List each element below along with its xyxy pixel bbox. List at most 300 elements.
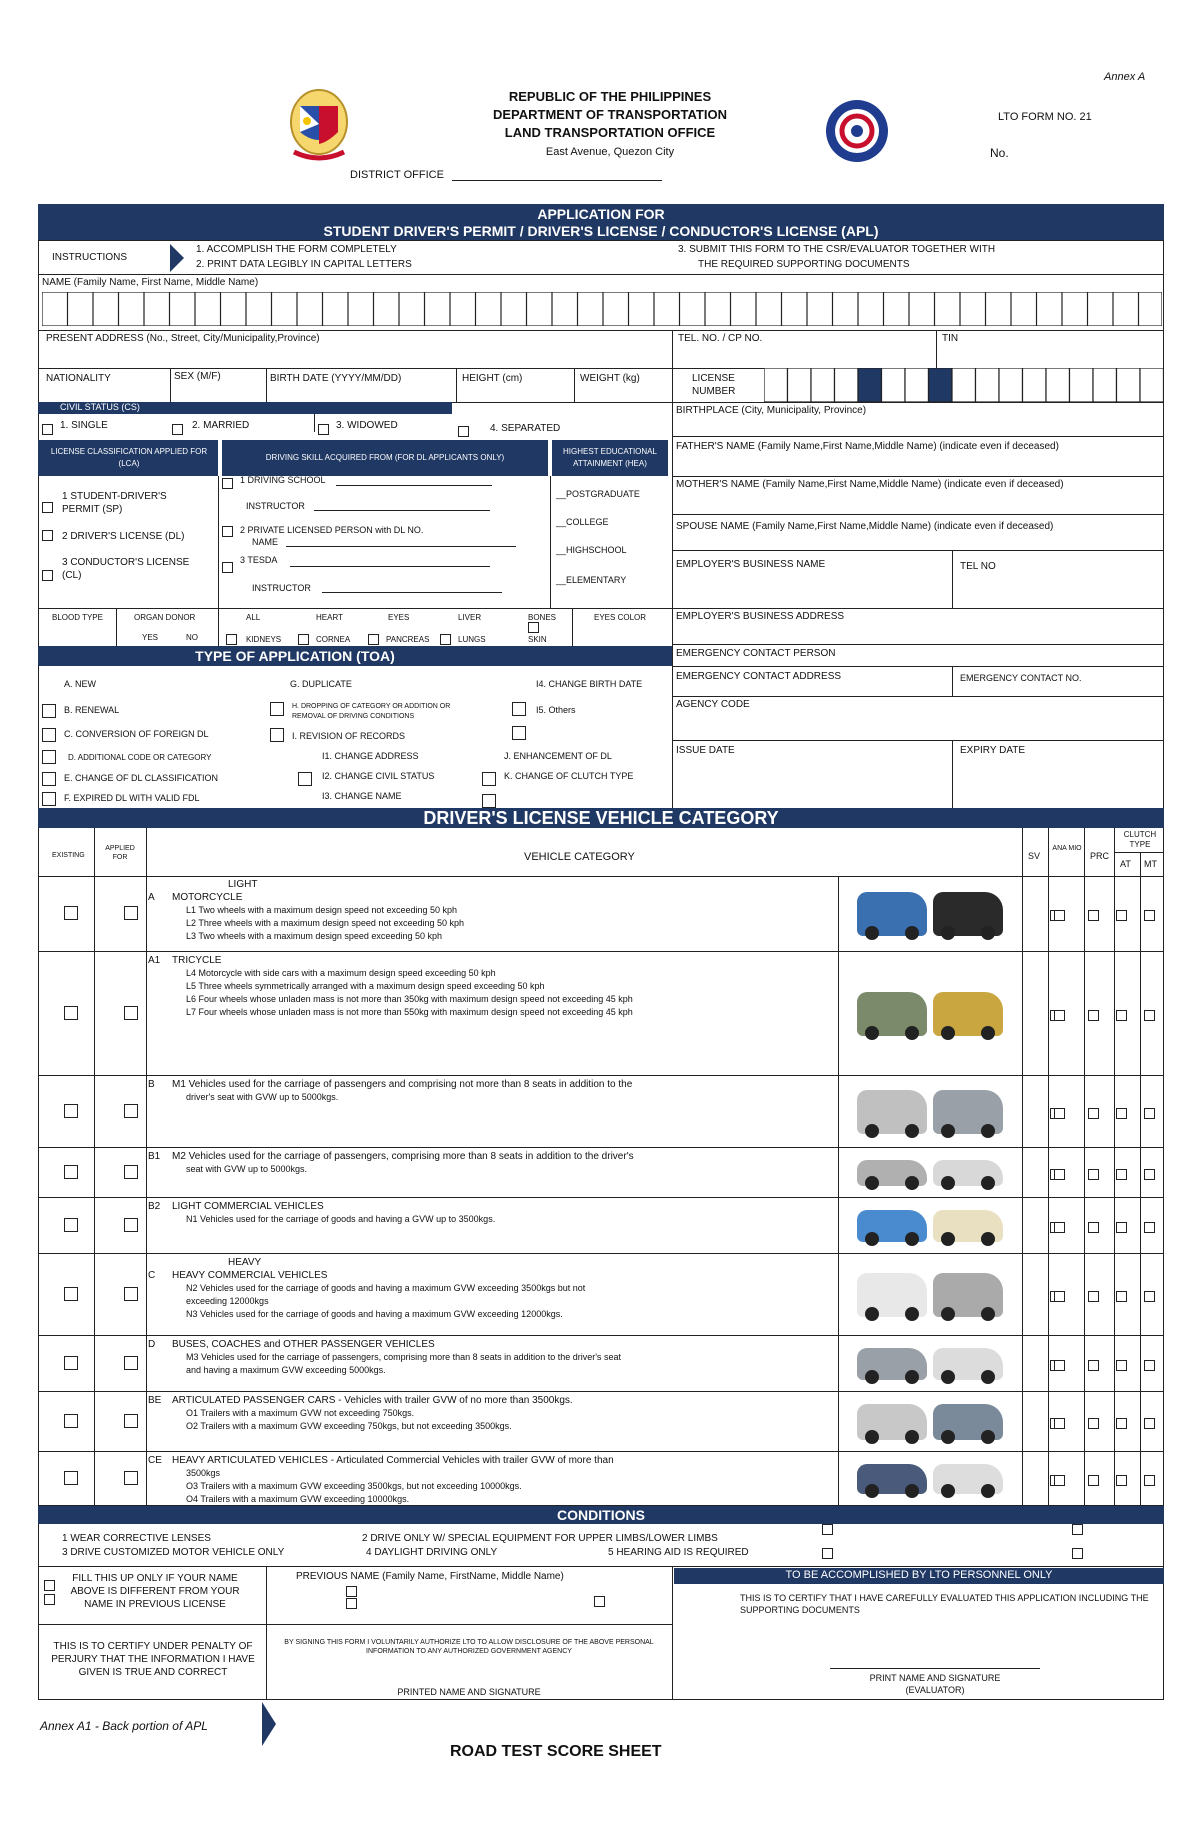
clutch-checkbox[interactable] [1144,1360,1155,1371]
lto-only-header: TO BE ACCOMPLISHED BY LTO PERSONNEL ONLY [785,1569,1053,1581]
category-code: A1 [148,955,161,966]
condition-5: 5 HEARING AID IS REQUIRED [608,1547,749,1558]
category-line: seat with GVW up to 5000kgs. [186,1164,308,1174]
wheel-icon [905,1232,919,1246]
prc-checkbox[interactable] [1088,1418,1099,1429]
organ-bones: BONES [528,613,557,622]
hea-postgrad: POSTGRADUATE [566,489,640,499]
category-head: LIGHT [228,879,258,890]
nationality-label: NATIONALITY [46,373,111,384]
dsa-name-label: NAME [252,537,279,547]
ka-checkbox[interactable] [1054,1418,1065,1429]
prev-box-3[interactable] [594,1596,605,1607]
toa-dropping-checkbox[interactable] [270,702,284,716]
printed-name-label: PRINTED NAME AND SIGNATURE [397,1687,541,1697]
category-line: driver's seat with GVW up to 5000kgs. [186,1092,339,1102]
lca-label: LICENSE CLASSIFICATION APPLIED FOR (LCA) [50,447,208,468]
single-label: 1. SINGLE [60,420,108,431]
existing-checkbox[interactable] [64,1165,78,1179]
applied-checkbox[interactable] [124,1414,138,1428]
vehicle-image [848,1344,1012,1384]
clutch-checkbox[interactable] [1144,1108,1155,1119]
condition-4: 4 DAYLIGHT DRIVING ONLY [366,1547,498,1558]
annex-a1-label: Annex A1 - Back portion of APL [40,1719,208,1733]
fill-checkbox-2[interactable] [44,1594,55,1605]
evaluator-certify: THIS IS TO CERTIFY THAT I HAVE CAREFULLY EVALUATED THIS APPLICATION INCLUDING THE SUPPORTING DOCUMENTS [740,1593,1149,1615]
wheel-icon [865,1124,879,1138]
dept-title: DEPARTMENT OF TRANSPORTATION [493,107,727,122]
category-code: C [148,1270,156,1281]
wheel-icon [941,1124,955,1138]
wheel-icon [865,1430,879,1444]
ka-checkbox[interactable] [1054,1360,1065,1371]
vehicle-icon [933,1210,1003,1242]
applied-header: APPLIED FOR [105,845,135,861]
prc-checkbox[interactable] [1088,1222,1099,1233]
category-line: L4 Motorcycle with side cars with a maximum design speed exceeding 50 kph [186,968,496,978]
category-line: N2 Vehicles used for the carriage of goods and having a maximum GVW exceeding 3500kgs but not [186,1283,586,1293]
toa-k2-checkbox[interactable] [482,794,496,808]
ka-checkbox[interactable] [1054,1475,1065,1486]
category-name: M2 Vehicles used for the carriage of passengers, comprising more than 8 seats in addition to the driver's [172,1151,634,1162]
vehicle-icon [857,1090,927,1134]
vehicle-image [848,1084,1012,1140]
vehicle-icon [933,1348,1003,1380]
eye-color-label: EYES COLOR [594,613,647,622]
wheel-icon [865,1370,879,1384]
category-line: and having a maximum GVW exceeding 5000kgs. [186,1365,386,1375]
name-label: NAME (Family Name, First Name, Middle Name) [42,277,259,288]
toa-conversion-checkbox[interactable] [42,728,56,742]
organ-kidneys: KIDNEYS [246,635,282,644]
toa-duplicate: G. DUPLICATE [290,679,352,689]
emergency-person-label: EMERGENCY CONTACT PERSON [676,648,836,659]
wheel-icon [905,1307,919,1321]
prc-checkbox[interactable] [1088,910,1099,921]
clutch-checkbox[interactable] [1116,1010,1127,1021]
applied-checkbox[interactable] [124,1165,138,1179]
wheel-icon [981,1484,995,1498]
lca-sp-label: 1 STUDENT-DRIVER'S PERMIT (SP) [62,491,167,515]
existing-header: EXISTING [52,852,85,859]
toa-revision-checkbox[interactable] [270,728,284,742]
category-line: O1 Trailers with a maximum GVW not exceeding 750kgs. [186,1408,415,1418]
toa-renewal-checkbox[interactable] [42,704,56,718]
existing-checkbox[interactable] [64,1414,78,1428]
clutch-checkbox[interactable] [1116,1222,1127,1233]
bones-checkbox[interactable] [528,622,539,633]
ka-header: ANA MIO [1052,845,1082,852]
toa-dropping: H. DROPPING OF CATEGORY OR ADDITION OR REMOVAL OF DRIVING CONDITIONS [292,703,451,720]
toa-change-address: I1. CHANGE ADDRESS [322,751,419,761]
title-line2: STUDENT DRIVER'S PERMIT / DRIVER'S LICENSE / CONDUCTOR'S LICENSE (APL) [323,223,879,239]
category-line: 3500kgs [186,1468,221,1478]
clutch-checkbox[interactable] [1144,1010,1155,1021]
toa-change-class: E. CHANGE OF DL CLASSIFICATION [64,773,219,783]
toa-additional: D. ADDITIONAL CODE OR CATEGORY [68,753,212,762]
vehicle-icon [857,1273,927,1317]
widowed-checkbox[interactable] [318,424,329,435]
issue-date-label: ISSUE DATE [676,745,735,756]
vehicle-image [848,1262,1012,1328]
road-test-title: ROAD TEST SCORE SHEET [450,1743,662,1760]
name-input-grid[interactable] [42,292,1162,326]
vehicle-icon [857,1210,927,1242]
separated-checkbox[interactable] [458,426,469,437]
clutch-checkbox[interactable] [1144,1475,1155,1486]
clutch-checkbox[interactable] [1144,1222,1155,1233]
hea-elementary: ELEMENTARY [566,575,627,585]
wheel-icon [941,1307,955,1321]
category-line: L6 Four wheels whose unladen mass is not more than 350kg with maximum design speed not exceeding 45 kph [186,994,633,1004]
lca-dl-checkbox[interactable] [42,530,53,541]
wheel-icon [865,1176,879,1190]
category-line: L7 Four wheels whose unladen mass is not more than 550kg with maximum design speed not exceeding 45 kph [186,1007,633,1017]
toa-clutch-checkbox[interactable] [482,772,496,786]
expiry-date-label: EXPIRY DATE [960,745,1026,756]
prc-checkbox[interactable] [1088,1108,1099,1119]
prc-checkbox[interactable] [1088,1291,1099,1302]
existing-checkbox[interactable] [64,1218,78,1232]
district-label: DISTRICT OFFICE [350,169,444,181]
conditions-title: CONDITIONS [557,1507,645,1523]
philippine-seal-logo [286,84,352,164]
organ-liver: LIVER [458,613,482,622]
republic-title: REPUBLIC OF THE PHILIPPINES [508,89,712,104]
dsa-tesda-checkbox[interactable] [222,562,233,573]
category-name: LIGHT COMMERCIAL VEHICLES [172,1201,324,1212]
married-label: 2. MARRIED [192,420,250,431]
emergency-no-label: EMERGENCY CONTACT NO. [960,673,1082,683]
applied-checkbox[interactable] [124,1218,138,1232]
annex-label: Annex A [1104,71,1146,83]
clutch-checkbox[interactable] [1116,910,1127,921]
applied-checkbox[interactable] [124,1006,138,1020]
clutch-checkbox[interactable] [1144,1169,1155,1180]
clutch-checkbox[interactable] [1116,1360,1127,1371]
ka-checkbox[interactable] [1054,1222,1065,1233]
category-name: BUSES, COACHES and OTHER PASSENGER VEHICLES [172,1339,435,1350]
existing-checkbox[interactable] [64,1356,78,1370]
applied-checkbox[interactable] [124,1471,138,1485]
dsa-label: DRIVING SKILL ACQUIRED FROM (FOR DL APPLICANTS ONLY) [265,453,505,462]
pancreas-checkbox[interactable] [368,634,379,645]
license-number-grid[interactable] [764,368,1164,402]
perjury-statement: THIS IS TO CERTIFY UNDER PENALTY OF PERJURY THAT THE INFORMATION I HAVE GIVEN IS TRUE AND CORRECT [51,1641,255,1678]
wheel-icon [941,926,955,940]
toa-others: I5. Others [536,705,576,715]
birthplace-label: BIRTHPLACE (City, Municipality, Province) [676,405,867,416]
category-code: BE [148,1395,162,1406]
instruction-1: 1. ACCOMPLISH THE FORM COMPLETELY [196,244,397,255]
category-name: ARTICULATED PASSENGER CARS - Vehicles with trailer GVW of no more than 3500kgs. [172,1395,573,1406]
vehicle-image [848,1460,1012,1498]
category-code: CE [148,1455,162,1466]
fill-checkbox-1[interactable] [44,1580,55,1591]
vehicle-icon [857,1464,927,1494]
office-title: LAND TRANSPORTATION OFFICE [504,125,716,140]
birthdate-label: BIRTH DATE (YYYY/MM/DD) [270,373,402,384]
category-line: N3 Vehicles used for the carriage of goods and having a maximum GVW exceeding 12000kgs. [186,1309,563,1319]
organ-eyes: EYES [388,613,410,622]
back-arrow-icon [262,1702,276,1746]
lto-seal-logo [824,98,890,164]
wheel-icon [981,1124,995,1138]
existing-checkbox[interactable] [64,1287,78,1301]
category-name: TRICYCLE [172,955,222,966]
vehicle-image [848,884,1012,944]
ka-checkbox[interactable] [1054,1010,1065,1021]
height-label: HEIGHT (cm) [462,373,523,384]
vehicle-icon [857,1160,927,1186]
prev-box-2[interactable] [346,1598,357,1609]
category-line: exceeding 12000kgs [186,1296,269,1306]
toa-change-clutch: K. CHANGE OF CLUTCH TYPE [504,771,634,781]
toa-blank-checkbox[interactable] [512,726,526,740]
category-line: L2 Three wheels with a maximum design speed not exceeding 50 kph [186,918,464,928]
category-line: O2 Trailers with a maximum GVW exceeding 750kgs, but not exceeding 3500kgs. [186,1421,512,1431]
organ-no: NO [186,633,198,642]
instruction-3b: THE REQUIRED SUPPORTING DOCUMENTS [698,259,910,270]
sex-label: SEX (M/F) [174,371,221,382]
tin-label: TIN [942,333,959,344]
existing-checkbox[interactable] [64,906,78,920]
dsa-school-label: 1 DRIVING SCHOOL [240,475,326,485]
prc-checkbox[interactable] [1088,1360,1099,1371]
print-name-eval: PRINT NAME AND SIGNATURE [869,1673,1001,1683]
existing-checkbox[interactable] [64,1006,78,1020]
clutch-checkbox[interactable] [1116,1291,1127,1302]
category-name: HEAVY COMMERCIAL VEHICLES [172,1270,328,1281]
vehicle-icon [933,1273,1003,1317]
organ-yes: YES [142,633,159,642]
employer-address-label: EMPLOYER'S BUSINESS ADDRESS [676,611,845,622]
condition-2: 2 DRIVE ONLY W/ SPECIAL EQUIPMENT FOR UPPER LIMBS/LOWER LIMBS [362,1533,718,1544]
instruction-2: 2. PRINT DATA LEGIBLY IN CAPITAL LETTERS [196,259,412,270]
vehicle-icon [933,1404,1003,1440]
form-number: LTO FORM NO. 21 [998,111,1092,123]
mother-label: MOTHER'S NAME (Family Name,First Name,Middle Name) (indicate even if deceased) [676,479,1064,490]
vehicle-icon [933,1464,1003,1494]
category-line: L5 Three wheels symmetrically arranged with a maximum design speed exceeding 50 kph [186,981,545,991]
wheel-icon [941,1484,955,1498]
vehicle-icon [933,1090,1003,1134]
hea-label: HIGHEST EDUCATIONAL ATTAINMENT (HEA) [563,447,657,468]
condition-box-4[interactable] [1072,1548,1083,1559]
organ-heart: HEART [316,613,343,622]
tel-no-label: TEL NO [960,561,996,572]
toa-civil-checkbox[interactable] [298,772,312,786]
prc-checkbox[interactable] [1088,1169,1099,1180]
wheel-icon [981,1232,995,1246]
vehicle-image [848,1400,1012,1444]
wheel-icon [865,1307,879,1321]
lca-cl-label: 3 CONDUCTOR'S LICENSE (CL) [62,557,190,581]
toa-title: TYPE OF APPLICATION (TOA) [195,648,395,664]
category-code: B1 [148,1151,161,1162]
applied-checkbox[interactable] [124,1356,138,1370]
organ-cornea: CORNEA [316,635,351,644]
clutch-checkbox[interactable] [1116,1475,1127,1486]
hea-highschool: HIGHSCHOOL [566,545,627,555]
vehicle-icon [857,892,927,936]
wheel-icon [981,1370,995,1384]
spouse-label: SPOUSE NAME (Family Name,First Name,Middle Name) (indicate even if deceased) [676,521,1054,532]
condition-3: 3 DRIVE CUSTOMIZED MOTOR VEHICLE ONLY [62,1547,285,1558]
wheel-icon [905,1124,919,1138]
dsa-instructor-label: INSTRUCTOR [246,501,305,511]
ka-checkbox[interactable] [1054,1169,1065,1180]
vehicle-image [848,1206,1012,1246]
category-code: A [148,892,155,903]
category-code: B [148,1079,155,1090]
father-label: FATHER'S NAME (Family Name,First Name,Middle Name) (indicate even if deceased) [676,441,1059,452]
category-code: B2 [148,1201,161,1212]
category-line: M3 Vehicles used for the carriage of passengers, comprising more than 8 seats in addition to the driver's seat [186,1352,621,1362]
prc-header: PRC [1090,851,1110,861]
wheel-icon [941,1026,955,1040]
vehicle-icon [857,1404,927,1440]
clutch-checkbox[interactable] [1116,1108,1127,1119]
dsa-school-checkbox[interactable] [222,478,233,489]
wheel-icon [865,1232,879,1246]
toa-change-civil: I2. CHANGE CIVIL STATUS [322,771,435,781]
condition-box-2[interactable] [1072,1524,1083,1535]
applied-checkbox[interactable] [124,1287,138,1301]
clutch-checkbox[interactable] [1116,1418,1127,1429]
lungs-checkbox[interactable] [440,634,451,645]
address-label: PRESENT ADDRESS (No., Street, City/Municipality,Province) [46,333,320,344]
vehicle-icon [933,892,1003,936]
category-name: MOTORCYCLE [172,892,243,903]
ka-checkbox[interactable] [1054,1291,1065,1302]
clutch-checkbox[interactable] [1116,1169,1127,1180]
married-checkbox[interactable] [172,424,183,435]
category-line: L3 Two wheels with a maximum design speed exceeding 50 kph [186,931,442,941]
vehicle-category-header: VEHICLE CATEGORY [524,851,635,863]
wheel-icon [905,1430,919,1444]
ka-checkbox[interactable] [1054,910,1065,921]
wheel-icon [981,1176,995,1190]
applied-checkbox[interactable] [124,1104,138,1118]
dsa-private-checkbox[interactable] [222,526,233,537]
toa-enhancement: J. ENHANCEMENT OF DL [504,751,612,761]
number-label: No. [990,146,1009,160]
organ-donor-label: ORGAN DONOR [134,613,196,622]
vehicle-icon [933,1160,1003,1186]
wheel-icon [981,926,995,940]
wheel-icon [865,1484,879,1498]
toa-conversion: C. CONVERSION OF FOREIGN DL [64,729,209,739]
prc-checkbox[interactable] [1088,1010,1099,1021]
wheel-icon [941,1232,955,1246]
blood-type-label: BLOOD TYPE [52,613,103,622]
wheel-icon [905,926,919,940]
vehicle-icon [857,992,927,1036]
existing-checkbox[interactable] [64,1471,78,1485]
wheel-icon [905,1176,919,1190]
vehicle-icon [933,992,1003,1036]
kidneys-checkbox[interactable] [226,634,237,645]
vehicle-icon [857,1348,927,1380]
at-header: AT [1120,859,1131,869]
lca-sp-checkbox[interactable] [42,502,53,513]
clutch-checkbox[interactable] [1144,1418,1155,1429]
office-address: East Avenue, Quezon City [545,146,675,158]
prc-checkbox[interactable] [1088,1475,1099,1486]
toa-revision: I. REVISION OF RECORDS [292,731,406,741]
lca-cl-checkbox[interactable] [42,570,53,581]
wheel-icon [905,1026,919,1040]
vehicle-image [848,960,1012,1068]
instruction-3: 3. SUBMIT THIS FORM TO THE CSR/EVALUATOR TOGETHER WITH [678,244,996,255]
toa-others-checkbox[interactable] [512,702,526,716]
dsa-instructor2-label: INSTRUCTOR [252,583,311,593]
wheel-icon [981,1026,995,1040]
tel-label: TEL. NO. / CP NO. [678,333,763,344]
condition-1: 1 WEAR CORRECTIVE LENSES [62,1533,211,1544]
organ-skin: SKIN [528,635,547,644]
category-line: N1 Vehicles used for the carriage of goods and having a GVW up to 3500kgs. [186,1214,496,1224]
lca-dl-label: 2 DRIVER'S LICENSE (DL) [62,531,185,542]
wheel-icon [905,1370,919,1384]
clutch-checkbox[interactable] [1144,910,1155,921]
instructions-label: INSTRUCTIONS [52,252,127,263]
vehicle-image [848,1156,1012,1190]
ka-checkbox[interactable] [1054,1108,1065,1119]
evaluator-label: (EVALUATOR) [905,1685,965,1695]
evaluator-signature-line[interactable] [830,1668,1040,1669]
applied-checkbox[interactable] [124,906,138,920]
weight-label: WEIGHT (kg) [580,373,640,384]
emergency-address-label: EMERGENCY CONTACT ADDRESS [676,671,842,682]
condition-box-3[interactable] [822,1548,833,1559]
condition-box-1[interactable] [822,1524,833,1535]
category-line: L1 Two wheels with a maximum design speed not exceeding 50 kph [186,905,457,915]
toa-expired-checkbox[interactable] [42,792,56,806]
dsa-tesda-label: 3 TESDA [240,555,278,565]
toa-change-birth: I4. CHANGE BIRTH DATE [536,679,643,689]
toa-new: A. NEW [64,679,97,689]
cornea-checkbox[interactable] [298,634,309,645]
district-line[interactable] [452,180,662,181]
toa-change-name: I3. CHANGE NAME [322,791,402,801]
existing-checkbox[interactable] [64,1104,78,1118]
single-checkbox[interactable] [42,424,53,435]
wheel-icon [941,1430,955,1444]
sv-header: SV [1028,851,1041,861]
mt-header: MT [1144,859,1157,869]
wheel-icon [865,926,879,940]
employer-label: EMPLOYER'S BUSINESS NAME [676,559,826,570]
wheel-icon [905,1484,919,1498]
prev-box-1[interactable] [346,1586,357,1597]
previous-name-label: PREVIOUS NAME (Family Name, FirstName, Middle Name) [296,1571,564,1582]
fill-if-different: FILL THIS UP ONLY IF YOUR NAME ABOVE IS DIFFERENT FROM YOUR NAME IN PREVIOUS LICENSE [70,1573,240,1610]
wheel-icon [865,1026,879,1040]
consent-statement: BY SIGNING THIS FORM I VOLUNTARILY AUTHORIZE LTO TO ALLOW DISCLOSURE OF THE ABOVE PERSONAL INFORMATION TO ANY AUTHORIZED GOVERNMENT AGENCY [284,1639,654,1655]
clutch-checkbox[interactable] [1144,1291,1155,1302]
dsa-private-label: 2 PRIVATE LICENSED PERSON with DL NO. [240,525,424,535]
separated-label: 4. SEPARATED [490,423,561,434]
toa-additional-checkbox[interactable] [42,750,56,764]
category-name: M1 Vehicles used for the carriage of passengers and comprising not more than 8 seats in addition to the [172,1079,633,1090]
wheel-icon [941,1176,955,1190]
widowed-label: 3. WIDOWED [336,420,398,431]
category-head: HEAVY [228,1257,262,1268]
organ-all: ALL [246,613,261,622]
toa-change-class-checkbox[interactable] [42,772,56,786]
